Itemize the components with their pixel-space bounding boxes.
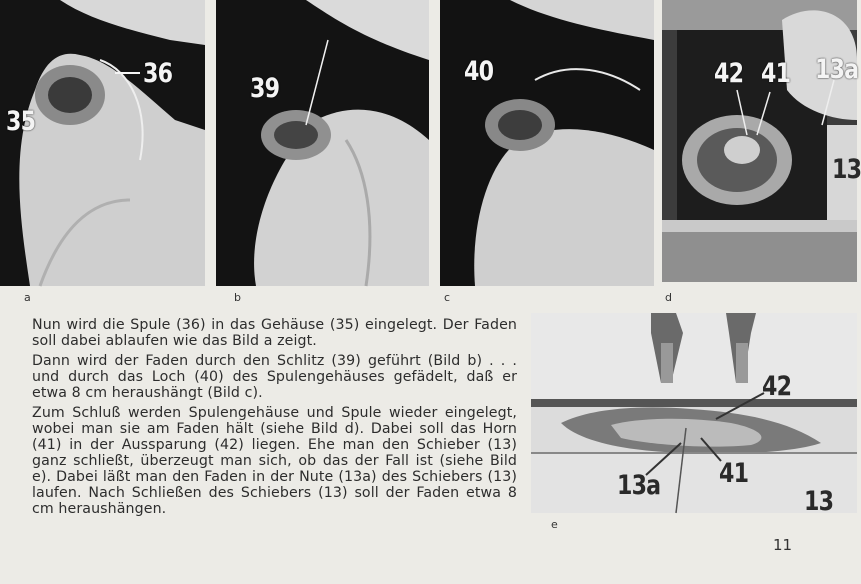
callout-39: 39 <box>250 73 280 104</box>
paragraph-3: Zum Schluß werden Spulengehäuse und Spule wieder eingelegt, wobei man sie am Faden hält (siehe Bild d). Dabei soll das Horn (41) in der Aussparung (42) liegen. Ehe man den Schieber (13) ganz schließt, überzeugt man sich, ob das der Fall ist (siehe Bild e). Dabei läßt man den Faden in der Nute (13a) des Schiebers (13) laufen. Nach Schließen des Schiebers (13) soll der Faden etwa 8 cm heraushängen. <box>32 405 517 517</box>
photo-a-image <box>0 0 205 286</box>
callout-e-13a: 13a <box>617 470 661 501</box>
callout-35: 35 <box>6 106 36 137</box>
photo-e-image <box>531 313 857 513</box>
paragraph-1: Nun wird die Spule (36) in das Gehäuse (35) eingelegt. Der Faden soll dabei ablaufen wie das Bild a zeigt. <box>32 317 517 349</box>
photo-e <box>531 313 857 517</box>
page-number: 11 <box>773 536 793 554</box>
photo-a <box>0 0 205 286</box>
callout-40: 40 <box>464 56 494 87</box>
callout-e-13: 13 <box>804 486 834 517</box>
callout-d-41: 41 <box>761 58 791 89</box>
paragraph-2: Dann wird der Faden durch den Schlitz (39) geführt (Bild b) . . . und durch das Loch (40) des Spulengehäuses gefädelt, daß er etwa 8 cm heraushängt (Bild c). <box>32 353 517 401</box>
instruction-text <box>32 317 517 517</box>
callout-d-42: 42 <box>714 58 744 89</box>
caption-c: c <box>444 291 451 304</box>
caption-e: e <box>551 518 558 531</box>
photo-c-image <box>440 0 654 286</box>
callout-d-13a: 13a <box>815 54 859 85</box>
callout-d-13: 13 <box>832 154 861 185</box>
callout-e-41: 41 <box>719 458 749 489</box>
photo-b-image <box>216 0 429 286</box>
callout-36: 36 <box>143 58 173 89</box>
photo-b <box>216 0 429 286</box>
caption-d: d <box>665 291 672 304</box>
photo-c <box>440 0 654 286</box>
photo-d-image <box>662 0 857 282</box>
caption-a: a <box>24 291 31 304</box>
caption-b: b <box>234 291 241 304</box>
callout-e-42: 42 <box>762 371 792 402</box>
photo-d <box>662 0 861 282</box>
